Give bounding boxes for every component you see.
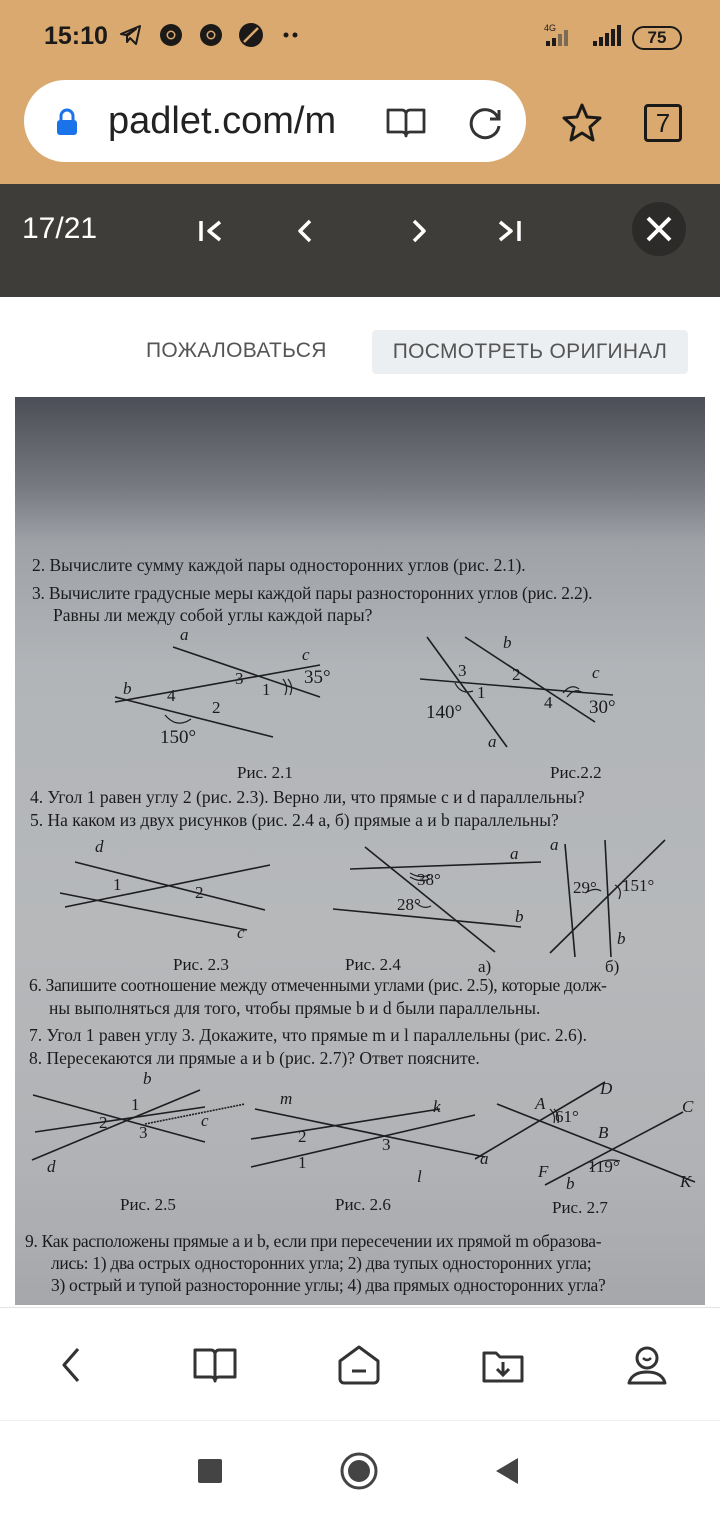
question-6-cont: ны выполняться для того, чтобы прямые b и d были параллельны. (49, 998, 541, 1018)
status-right (542, 22, 682, 53)
leaf-icon (238, 22, 264, 48)
fig22-caption: Рис.2.2 (550, 763, 602, 782)
status-time: 15:10 (44, 22, 108, 50)
signal-icon (542, 22, 582, 53)
fig21-label-b: b (123, 679, 132, 698)
bookmarks-icon[interactable] (190, 1340, 240, 1390)
fig27-label-B: B (598, 1123, 609, 1142)
fig24a-label-a: a (510, 844, 519, 863)
fig23-label-2: 2 (195, 883, 204, 902)
question-5: 5. На каком из двух рисунков (рис. 2.4 а, б) прямые a и b параллельны? (30, 810, 559, 830)
fig25-label-b: b (143, 1069, 152, 1088)
fig22-label-30: 30° (589, 697, 616, 718)
profile-icon[interactable] (622, 1340, 672, 1390)
fig26-label-k: k (433, 1097, 441, 1116)
close-icon[interactable] (632, 202, 686, 256)
fig25-label-c: c (201, 1111, 209, 1130)
system-navigation-bar (0, 1420, 720, 1520)
fig26-label-l: l (417, 1167, 422, 1186)
fig27-label-K: K (680, 1172, 692, 1191)
first-slide-icon[interactable] (186, 206, 236, 256)
battery-indicator: 75 (632, 26, 682, 50)
downloads-icon[interactable] (478, 1340, 528, 1390)
report-button[interactable]: ПОЖАЛОВАТЬСЯ (146, 339, 327, 362)
fig24a-caption: а) (478, 957, 492, 976)
fig21-label-2: 2 (212, 698, 221, 717)
reload-icon[interactable] (466, 104, 504, 147)
fig23-label-c: c (237, 923, 245, 942)
fig24b-label-151: 151° (622, 876, 655, 895)
recents-icon[interactable] (190, 1451, 230, 1491)
question-9-cont: лись: 1) два острых односторонних угла; 2) два тупых односторонних угла; (51, 1253, 592, 1273)
lock-icon[interactable] (54, 108, 80, 141)
back-triangle-icon[interactable] (487, 1451, 527, 1491)
fig21-label-4: 4 (167, 686, 176, 705)
fig21-label-35: 35° (304, 667, 331, 688)
fig27-label-61: 61° (555, 1107, 579, 1126)
fig26-label-2: 2 (298, 1127, 307, 1146)
signal-icon (592, 22, 622, 53)
chrome-icon (198, 22, 224, 48)
fig25-label-3: 3 (139, 1123, 148, 1142)
textbook-photo (15, 397, 705, 1305)
fig25-label-d: d (47, 1157, 56, 1176)
prev-slide-icon[interactable] (280, 206, 330, 256)
question-3-cont: Равны ли между собой углы каждой пары? (53, 605, 373, 625)
browser-bottom-nav (0, 1307, 720, 1420)
fig24a-label-b: b (515, 907, 524, 926)
last-slide-icon[interactable] (484, 206, 534, 256)
status-notification-icons (118, 22, 304, 48)
next-slide-icon[interactable] (394, 206, 444, 256)
fig22-label-3: 3 (458, 661, 467, 680)
fig26-caption: Рис. 2.6 (335, 1195, 391, 1214)
fig27-label-C: C (682, 1097, 694, 1116)
bookmark-star-icon[interactable] (562, 102, 602, 147)
fig22-label-b: b (503, 633, 512, 652)
viewer-toolbar (0, 184, 720, 297)
fig27-label-b: b (566, 1174, 575, 1193)
fig26-label-1: 1 (298, 1153, 307, 1172)
fig27-label-D: D (600, 1079, 613, 1098)
fig25-label-2: 2 (99, 1113, 108, 1132)
question-2: 2. Вычислите сумму каждой пары односторонних углов (рис. 2.1). (32, 555, 526, 575)
fig26-label-3: 3 (382, 1135, 391, 1154)
address-bar[interactable] (24, 80, 526, 162)
more-dots-icon (278, 22, 304, 48)
fig24-caption: Рис. 2.4 (345, 955, 401, 974)
fig27-label-119: 119° (588, 1157, 620, 1176)
back-icon[interactable] (46, 1340, 96, 1390)
fig24b-label-a: a (550, 835, 559, 854)
home-button-icon[interactable] (339, 1451, 379, 1491)
fig25-caption: Рис. 2.5 (120, 1195, 176, 1214)
browser-toolbar (0, 72, 720, 184)
fig27-label-A: A (535, 1094, 546, 1113)
fig24b-label-29: 29° (573, 878, 597, 897)
fig24a-label-38: 38° (417, 870, 441, 889)
url-text[interactable]: padlet.com/m (108, 100, 337, 142)
fig22-label-140: 140° (426, 702, 463, 723)
fig21-label-1: 1 (262, 680, 271, 699)
fig27-label-a: a (480, 1149, 489, 1168)
reader-mode-icon[interactable] (384, 104, 428, 145)
fig21-caption: Рис. 2.1 (237, 763, 293, 782)
fig27-caption: Рис. 2.7 (552, 1198, 608, 1217)
question-6: 6. Запишите соотношение между отмеченными углами (рис. 2.5), которые долж- (29, 975, 607, 995)
fig21-label-c: c (302, 645, 310, 664)
fig24a-label-28: 28° (397, 895, 421, 914)
question-3: 3. Вычислите градусные меры каждой пары разносторонних углов (рис. 2.2). (32, 583, 593, 603)
fig21-label-150: 150° (160, 727, 197, 748)
fig22-label-a: a (488, 732, 497, 751)
fig25-label-1: 1 (131, 1095, 140, 1114)
fig22-label-c: c (592, 663, 600, 682)
view-original-button[interactable]: ПОСМОТРЕТЬ ОРИГИНАЛ (372, 330, 688, 374)
question-4: 4. Угол 1 равен углу 2 (рис. 2.3). Верно ли, что прямые c и d параллельны? (30, 787, 585, 807)
chrome-icon (158, 22, 184, 48)
fig21-label-3: 3 (235, 669, 244, 688)
fig24b-label-b: b (617, 929, 626, 948)
tabs-count-button[interactable]: 7 (644, 104, 682, 142)
fig22-label-4: 4 (544, 693, 553, 712)
fig24b-caption: б) (605, 957, 620, 976)
fig26-label-m: m (280, 1089, 293, 1108)
fig23-label-1: 1 (113, 875, 122, 894)
status-bar (0, 0, 720, 72)
telegram-icon (118, 22, 144, 48)
question-9: 9. Как расположены прямые a и b, если при пересечении их прямой m образова- (25, 1231, 602, 1251)
fig21-label-a: a (180, 625, 189, 644)
question-8: 8. Пересекаются ли прямые a и b (рис. 2.7)? Ответ поясните. (29, 1048, 480, 1068)
fig22-label-2: 2 (512, 665, 521, 684)
question-7: 7. Угол 1 равен углу 3. Докажите, что прямые m и l параллельны (рис. 2.6). (29, 1025, 587, 1045)
fig27-label-F: F (538, 1162, 549, 1181)
fig22-label-1: 1 (477, 683, 486, 702)
home-icon[interactable] (334, 1340, 384, 1390)
network-type: 4G (544, 23, 557, 33)
fig23-label-d: d (95, 837, 104, 856)
fig23-caption: Рис. 2.3 (173, 955, 229, 974)
attachment-panel (0, 297, 720, 1307)
question-9-cont: 3) острый и тупой разносторонние углы; 4) два прямых односторонних угла? (51, 1275, 606, 1295)
slide-counter: 17/21 (22, 212, 98, 245)
